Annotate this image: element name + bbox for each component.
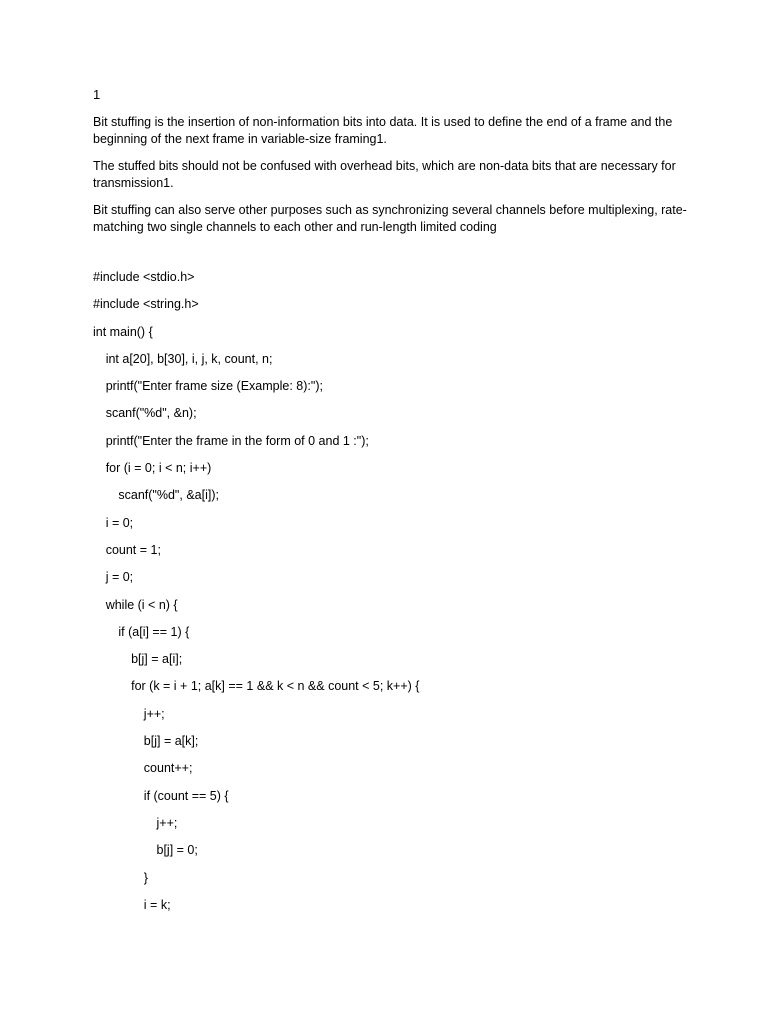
code-line: for (i = 0; i < n; i++) <box>105 461 212 476</box>
code-line: #include <stdio.h> <box>93 270 195 284</box>
code-line: int a[20], b[30], i, j, k, count, n; <box>105 351 273 366</box>
code-line: b[j] = 0; <box>156 843 198 858</box>
code-line: count = 1; <box>105 542 161 557</box>
code-line: } <box>143 870 148 885</box>
code-line: if (a[i] == 1) { <box>118 624 190 639</box>
code-line: scanf("%d", &a[i]); <box>118 488 219 503</box>
paragraph-other-purposes: Bit stuffing can also serve other purposes such as synchronizing several channels before multiplexing, rate-matching two single channels to each other and run-length limited coding <box>93 203 687 234</box>
code-line: while (i < n) { <box>105 597 178 612</box>
code-line: scanf("%d", &n); <box>105 406 197 421</box>
code-line: i = k; <box>143 897 171 912</box>
code-line: printf("Enter the frame in the form of 0 and 1 :"); <box>105 433 369 448</box>
code-line: for (k = i + 1; a[k] == 1 && k < n && count < 5; k++) { <box>131 679 420 694</box>
code-line: if (count == 5) { <box>143 788 229 803</box>
paragraph-overhead: The stuffed bits should not be confused with overhead bits, which are non-data bits that are necessary for transmission1. <box>93 159 676 190</box>
code-block <box>93 268 693 914</box>
code-line: b[j] = a[k]; <box>143 734 199 749</box>
code-line: j++; <box>156 815 178 830</box>
code-line: j++; <box>143 706 165 721</box>
code-line: b[j] = a[i]; <box>131 652 183 667</box>
paragraph-definition: Bit stuffing is the insertion of non-information bits into data. It is used to define the end of a frame and the beginning of the next frame in variable-size framing1. <box>93 115 673 146</box>
code-line: count++; <box>143 761 193 776</box>
page-number: 1 <box>93 87 101 102</box>
page-content <box>93 86 693 923</box>
code-line: printf("Enter frame size (Example: 8):"); <box>105 379 323 394</box>
code-line: i = 0; <box>105 515 134 530</box>
code-line: j = 0; <box>105 570 134 585</box>
code-line: #include <string.h> <box>93 297 199 312</box>
code-line: int main() { <box>93 324 153 339</box>
